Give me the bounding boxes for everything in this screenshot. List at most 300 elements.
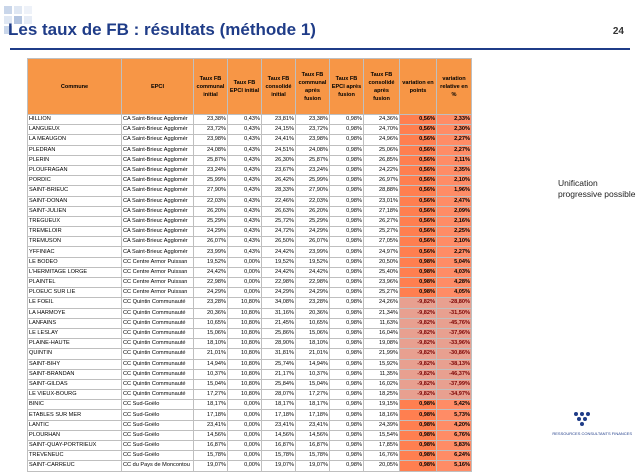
results-table	[27, 58, 472, 472]
table-cell: -30,86%	[437, 349, 472, 359]
table-cell: -38,13%	[437, 359, 472, 369]
table-cell: CA Saint-Brieuc Agglomér	[122, 145, 194, 155]
table-cell: 27,05%	[364, 237, 400, 247]
table-body	[28, 115, 472, 472]
table-cell: 17,18%	[262, 410, 296, 420]
table-cell: 17,85%	[364, 441, 400, 451]
table-cell: 18,17%	[262, 400, 296, 410]
table-cell: 0,43%	[228, 125, 262, 135]
table-cell: 24,42%	[262, 267, 296, 277]
table-cell: 10,80%	[228, 369, 262, 379]
table-row	[28, 349, 472, 359]
table-cell: 15,06%	[296, 328, 330, 338]
table-cell: 0,98%	[330, 257, 364, 267]
table-cell: SAINT-QUAY-PORTRIEUX	[28, 441, 122, 451]
table-cell: CC Sud-Goëlo	[122, 430, 194, 440]
table-cell: 10,80%	[228, 359, 262, 369]
table-row	[28, 125, 472, 135]
table-cell: 0,56%	[400, 196, 437, 206]
table-cell: 10,80%	[228, 379, 262, 389]
side-note: Unification progressive possible	[558, 178, 636, 199]
table-cell: 0,98%	[330, 227, 364, 237]
table-cell: CC Quintin Communauté	[122, 369, 194, 379]
table-cell: 26,07%	[194, 237, 228, 247]
table-cell: SAINT-BRANDAN	[28, 369, 122, 379]
title-divider	[10, 48, 630, 50]
table-cell: CA Saint-Brieuc Agglomér	[122, 206, 194, 216]
table-cell: LA MEAUGON	[28, 135, 122, 145]
table-cell: 0,98%	[400, 441, 437, 451]
table-cell: 22,98%	[194, 278, 228, 288]
table-cell: 0,98%	[330, 451, 364, 461]
table-cell: CC Quintin Communauté	[122, 379, 194, 389]
table-row	[28, 115, 472, 125]
column-header: Taux FB consolidé initial	[262, 59, 296, 115]
table-cell: 0,98%	[330, 369, 364, 379]
table-cell: 22,98%	[296, 278, 330, 288]
table-cell: 0,98%	[400, 420, 437, 430]
table-cell: 0,43%	[228, 145, 262, 155]
table-cell: 24,29%	[194, 227, 228, 237]
table-row	[28, 227, 472, 237]
table-cell: PLOURHAN	[28, 430, 122, 440]
table-cell: 11,35%	[364, 369, 400, 379]
table-cell: 19,52%	[194, 257, 228, 267]
table-cell: -9,82%	[400, 390, 437, 400]
table-cell: PLAINE-HAUTE	[28, 339, 122, 349]
column-header: Taux FB communal initial	[194, 59, 228, 115]
table-cell: HILLION	[28, 115, 122, 125]
table-cell: 23,01%	[364, 196, 400, 206]
table-cell: 25,06%	[364, 145, 400, 155]
table-cell: CC Sud-Goëlo	[122, 410, 194, 420]
table-cell: QUINTIN	[28, 349, 122, 359]
table-cell: -37,99%	[437, 379, 472, 389]
table-cell: 20,36%	[194, 308, 228, 318]
table-cell: 0,56%	[400, 206, 437, 216]
table-cell: 10,37%	[194, 369, 228, 379]
table-cell: 26,07%	[296, 237, 330, 247]
table-cell: CC Sud-Goëlo	[122, 400, 194, 410]
table-cell: 0,56%	[400, 247, 437, 257]
table-cell: 0,43%	[228, 186, 262, 196]
table-cell: 23,98%	[194, 135, 228, 145]
table-cell: 25,27%	[364, 288, 400, 298]
table-cell: -9,82%	[400, 318, 437, 328]
table-cell: 22,98%	[262, 278, 296, 288]
table-cell: PORDIC	[28, 176, 122, 186]
table-cell: 14,94%	[296, 359, 330, 369]
table-cell: 10,80%	[228, 349, 262, 359]
table-cell: 15,04%	[296, 379, 330, 389]
table-cell: 0,56%	[400, 145, 437, 155]
table-cell: 23,24%	[296, 165, 330, 175]
table-cell: 25,27%	[364, 227, 400, 237]
table-cell: 25,86%	[262, 328, 296, 338]
table-row	[28, 288, 472, 298]
table-cell: 22,46%	[262, 196, 296, 206]
table-cell: 0,00%	[228, 257, 262, 267]
table-cell: 0,98%	[330, 216, 364, 226]
table-cell: 14,94%	[194, 359, 228, 369]
table-cell: 10,80%	[228, 390, 262, 400]
table-cell: 0,00%	[228, 430, 262, 440]
table-cell: 0,98%	[330, 206, 364, 216]
table-cell: 17,27%	[194, 390, 228, 400]
table-cell: 15,92%	[364, 359, 400, 369]
column-header: Taux FB EPCI après fusion	[330, 59, 364, 115]
table-cell: LA HARMOYE	[28, 308, 122, 318]
table-cell: CA Saint-Brieuc Agglomér	[122, 186, 194, 196]
table-cell: -9,82%	[400, 308, 437, 318]
table-cell: TREMUSON	[28, 237, 122, 247]
table-cell: 24,36%	[364, 115, 400, 125]
table-cell: 0,98%	[400, 451, 437, 461]
table-row	[28, 308, 472, 318]
table-cell: 15,78%	[262, 451, 296, 461]
table-cell: 0,98%	[330, 176, 364, 186]
table-cell: 0,98%	[330, 237, 364, 247]
table-cell: 15,04%	[194, 379, 228, 389]
table-cell: 0,98%	[400, 430, 437, 440]
table-cell: 0,00%	[228, 288, 262, 298]
table-cell: CC Sud-Goëlo	[122, 441, 194, 451]
table-row	[28, 186, 472, 196]
table-cell: 24,29%	[194, 288, 228, 298]
table-cell: -9,82%	[400, 349, 437, 359]
table-cell: TREVENEUC	[28, 451, 122, 461]
table-cell: 20,36%	[296, 308, 330, 318]
table-cell: 26,42%	[262, 176, 296, 186]
table-cell: 2,27%	[437, 135, 472, 145]
table-row	[28, 155, 472, 165]
table-cell: 0,98%	[330, 125, 364, 135]
table-cell: 16,87%	[296, 441, 330, 451]
table-cell: 23,72%	[296, 125, 330, 135]
table-cell: 25,87%	[194, 155, 228, 165]
table-cell: 31,81%	[262, 349, 296, 359]
table-cell: 28,07%	[262, 390, 296, 400]
table-cell: SAINT-CARREUC	[28, 461, 122, 471]
table-cell: CA Saint-Brieuc Agglomér	[122, 216, 194, 226]
table-row	[28, 359, 472, 369]
table-row	[28, 328, 472, 338]
table-cell: LE FOEIL	[28, 298, 122, 308]
table-cell: 0,98%	[330, 441, 364, 451]
table-cell: 10,80%	[228, 328, 262, 338]
table-cell: L'HERMITAGE LORGE	[28, 267, 122, 277]
table-cell: 0,56%	[400, 186, 437, 196]
table-cell: 0,43%	[228, 176, 262, 186]
table-row	[28, 441, 472, 451]
table-cell: 0,98%	[400, 461, 437, 471]
table-cell: 20,50%	[364, 257, 400, 267]
table-cell: 2,25%	[437, 227, 472, 237]
table-cell: 0,98%	[400, 288, 437, 298]
table-cell: PLEDRAN	[28, 145, 122, 155]
table-cell: SAINT-BRIEUC	[28, 186, 122, 196]
table-cell: 0,98%	[330, 420, 364, 430]
table-cell: -9,82%	[400, 379, 437, 389]
table-cell: 0,56%	[400, 155, 437, 165]
table-cell: 0,98%	[330, 267, 364, 277]
table-row	[28, 278, 472, 288]
table-cell: PLAINTEL	[28, 278, 122, 288]
table-row	[28, 461, 472, 471]
table-cell: 0,56%	[400, 135, 437, 145]
table-cell: 24,42%	[296, 267, 330, 277]
table-cell: CA Saint-Brieuc Agglomér	[122, 237, 194, 247]
table-cell: 0,56%	[400, 165, 437, 175]
table-cell: 0,98%	[330, 390, 364, 400]
table-cell: 15,78%	[194, 451, 228, 461]
table-cell: 0,98%	[330, 318, 364, 328]
table-cell: 26,20%	[296, 206, 330, 216]
table-cell: 18,17%	[296, 400, 330, 410]
table-cell: 2,47%	[437, 196, 472, 206]
table-cell: CA Saint-Brieuc Agglomér	[122, 135, 194, 145]
table-cell: CA Saint-Brieuc Agglomér	[122, 176, 194, 186]
table-cell: 19,08%	[364, 339, 400, 349]
column-header: Commune	[28, 59, 122, 115]
table-cell: 18,16%	[364, 410, 400, 420]
table-cell: 0,56%	[400, 227, 437, 237]
table-cell: 16,87%	[194, 441, 228, 451]
table-cell: 20,05%	[364, 461, 400, 471]
table-cell: 28,88%	[364, 186, 400, 196]
table-cell: LE BODEO	[28, 257, 122, 267]
table-cell: 16,02%	[364, 379, 400, 389]
table-cell: 2,27%	[437, 247, 472, 257]
table-cell: -33,96%	[437, 339, 472, 349]
table-cell: CC Quintin Communauté	[122, 339, 194, 349]
table-row	[28, 206, 472, 216]
table-cell: 24,08%	[194, 145, 228, 155]
table-cell: 0,00%	[228, 410, 262, 420]
table-cell: 2,16%	[437, 216, 472, 226]
table-cell: 0,98%	[330, 115, 364, 125]
table-row	[28, 410, 472, 420]
table-cell: 11,63%	[364, 318, 400, 328]
table-cell: 26,20%	[194, 206, 228, 216]
table-cell: SAINT-JULIEN	[28, 206, 122, 216]
table-row	[28, 451, 472, 461]
table-cell: 23,72%	[194, 125, 228, 135]
table-cell: YFFINIAC	[28, 247, 122, 257]
table-cell: 0,56%	[400, 216, 437, 226]
table-cell: 26,97%	[364, 176, 400, 186]
table-cell: 0,43%	[228, 216, 262, 226]
table-cell: 22,03%	[296, 196, 330, 206]
table-cell: 23,28%	[194, 298, 228, 308]
table-cell: 0,43%	[228, 135, 262, 145]
table-cell: 10,80%	[228, 308, 262, 318]
table-cell: 24,08%	[296, 145, 330, 155]
table-row	[28, 176, 472, 186]
table-cell: 0,00%	[228, 267, 262, 277]
table-cell: 10,37%	[296, 369, 330, 379]
table-cell: 22,03%	[194, 196, 228, 206]
table-cell: 17,18%	[296, 410, 330, 420]
table-cell: 27,90%	[296, 186, 330, 196]
table-cell: 27,90%	[194, 186, 228, 196]
table-cell: 24,96%	[364, 135, 400, 145]
table-cell: 14,56%	[194, 430, 228, 440]
table-cell: CC Quintin Communauté	[122, 349, 194, 359]
table-cell: 5,04%	[437, 257, 472, 267]
table-cell: CA Saint-Brieuc Agglomér	[122, 227, 194, 237]
table-cell: 0,43%	[228, 155, 262, 165]
table-cell: CC Quintin Communauté	[122, 318, 194, 328]
table-cell: 23,28%	[296, 298, 330, 308]
table-row	[28, 247, 472, 257]
table-cell: 24,15%	[262, 125, 296, 135]
table-cell: 25,87%	[296, 155, 330, 165]
table-cell: 0,43%	[228, 196, 262, 206]
table-cell: 10,65%	[296, 318, 330, 328]
table-row	[28, 135, 472, 145]
table-cell: 18,25%	[364, 390, 400, 400]
table-cell: 0,98%	[330, 308, 364, 318]
table-cell: 25,29%	[194, 216, 228, 226]
table-row	[28, 298, 472, 308]
table-cell: 5,42%	[437, 400, 472, 410]
table-cell: 24,72%	[262, 227, 296, 237]
table-cell: 15,78%	[296, 451, 330, 461]
table-cell: CC Centre Armor Puissan	[122, 257, 194, 267]
table-cell: 19,15%	[364, 400, 400, 410]
table-cell: 5,73%	[437, 410, 472, 420]
table-cell: 16,87%	[262, 441, 296, 451]
table-cell: 27,18%	[364, 206, 400, 216]
table-cell: 24,29%	[296, 227, 330, 237]
table-cell: 21,17%	[262, 369, 296, 379]
table-cell: 0,43%	[228, 206, 262, 216]
table-cell: 0,00%	[228, 441, 262, 451]
table-cell: CA Saint-Brieuc Agglomér	[122, 155, 194, 165]
table-cell: LANTIC	[28, 420, 122, 430]
table-cell: 23,38%	[194, 115, 228, 125]
table-cell: CC Centre Armor Puissan	[122, 278, 194, 288]
table-cell: 19,52%	[296, 257, 330, 267]
table-cell: 4,05%	[437, 288, 472, 298]
table-row	[28, 318, 472, 328]
table-cell: -37,96%	[437, 328, 472, 338]
table-row	[28, 420, 472, 430]
table-cell: 2,10%	[437, 237, 472, 247]
table-cell: 24,22%	[364, 165, 400, 175]
table-row	[28, 379, 472, 389]
table-cell: 4,03%	[437, 267, 472, 277]
table-cell: LE VIEUX-BOURG	[28, 390, 122, 400]
table-cell: ETABLES SUR MER	[28, 410, 122, 420]
table-cell: 0,98%	[330, 186, 364, 196]
column-header: Taux FB consolidé après fusion	[364, 59, 400, 115]
table-cell: 16,76%	[364, 451, 400, 461]
table-cell: 26,30%	[262, 155, 296, 165]
table-cell: 0,98%	[330, 165, 364, 175]
table-cell: 0,98%	[330, 339, 364, 349]
table-cell: -34,97%	[437, 390, 472, 400]
table-cell: 24,97%	[364, 247, 400, 257]
table-cell: 15,06%	[194, 328, 228, 338]
table-cell: 24,29%	[296, 288, 330, 298]
table-cell: SAINT-BIHY	[28, 359, 122, 369]
table-row	[28, 145, 472, 155]
table-cell: 17,18%	[194, 410, 228, 420]
table-cell: 19,07%	[194, 461, 228, 471]
page-title: Les taux de FB : résultats (méthode 1)	[8, 20, 316, 39]
table-cell: -31,50%	[437, 308, 472, 318]
table-cell: 24,29%	[262, 288, 296, 298]
table-cell: 0,98%	[330, 145, 364, 155]
table-cell: 26,63%	[262, 206, 296, 216]
table-cell: 18,10%	[194, 339, 228, 349]
table-cell: 14,56%	[296, 430, 330, 440]
table-cell: -9,82%	[400, 359, 437, 369]
table-cell: 23,99%	[296, 247, 330, 257]
table-cell: 0,98%	[400, 400, 437, 410]
table-cell: 24,26%	[364, 298, 400, 308]
table-cell: 24,42%	[262, 247, 296, 257]
table-cell: 23,96%	[364, 278, 400, 288]
table-cell: 0,98%	[400, 267, 437, 277]
table-row	[28, 339, 472, 349]
table-cell: 25,74%	[262, 359, 296, 369]
column-header: EPCI	[122, 59, 194, 115]
table-cell: 0,43%	[228, 227, 262, 237]
table-cell: 23,81%	[262, 115, 296, 125]
table-cell: 21,01%	[194, 349, 228, 359]
table-cell: 0,98%	[330, 278, 364, 288]
table-row	[28, 390, 472, 400]
table-cell: 10,65%	[194, 318, 228, 328]
page-number: 24	[612, 26, 624, 37]
table-cell: CC Sud-Goëlo	[122, 420, 194, 430]
table-cell: 24,41%	[262, 135, 296, 145]
table-cell: 2,09%	[437, 206, 472, 216]
table-cell: 26,85%	[364, 155, 400, 165]
table-cell: 5,16%	[437, 461, 472, 471]
table-cell: 0,43%	[228, 165, 262, 175]
table-cell: SAINT-DONAN	[28, 196, 122, 206]
table-cell: 14,56%	[262, 430, 296, 440]
table-cell: 23,41%	[194, 420, 228, 430]
table-cell: SAINT-GILDAS	[28, 379, 122, 389]
table-cell: 0,98%	[330, 379, 364, 389]
table-row	[28, 430, 472, 440]
table-cell: 10,80%	[228, 339, 262, 349]
column-header: Taux FB communal après fusion	[296, 59, 330, 115]
table-cell: CC Centre Armor Puissan	[122, 267, 194, 277]
table-cell: 25,29%	[296, 216, 330, 226]
table-cell: CC du Pays de Moncontou	[122, 461, 194, 471]
table-cell: CC Sud-Goëlo	[122, 451, 194, 461]
table-cell: 0,00%	[228, 278, 262, 288]
table-cell: 25,40%	[364, 267, 400, 277]
column-header: Taux FB EPCI initial	[228, 59, 262, 115]
table-cell: CA Saint-Brieuc Agglomér	[122, 115, 194, 125]
table-cell: CA Saint-Brieuc Agglomér	[122, 165, 194, 175]
table-row	[28, 216, 472, 226]
table-cell: 26,27%	[364, 216, 400, 226]
table-cell: 0,98%	[330, 430, 364, 440]
table-cell: PLOEUC SUR LIE	[28, 288, 122, 298]
table-cell: 24,51%	[262, 145, 296, 155]
table-cell: 25,72%	[262, 216, 296, 226]
table-cell: 25,99%	[194, 176, 228, 186]
table-cell: 21,34%	[364, 308, 400, 318]
